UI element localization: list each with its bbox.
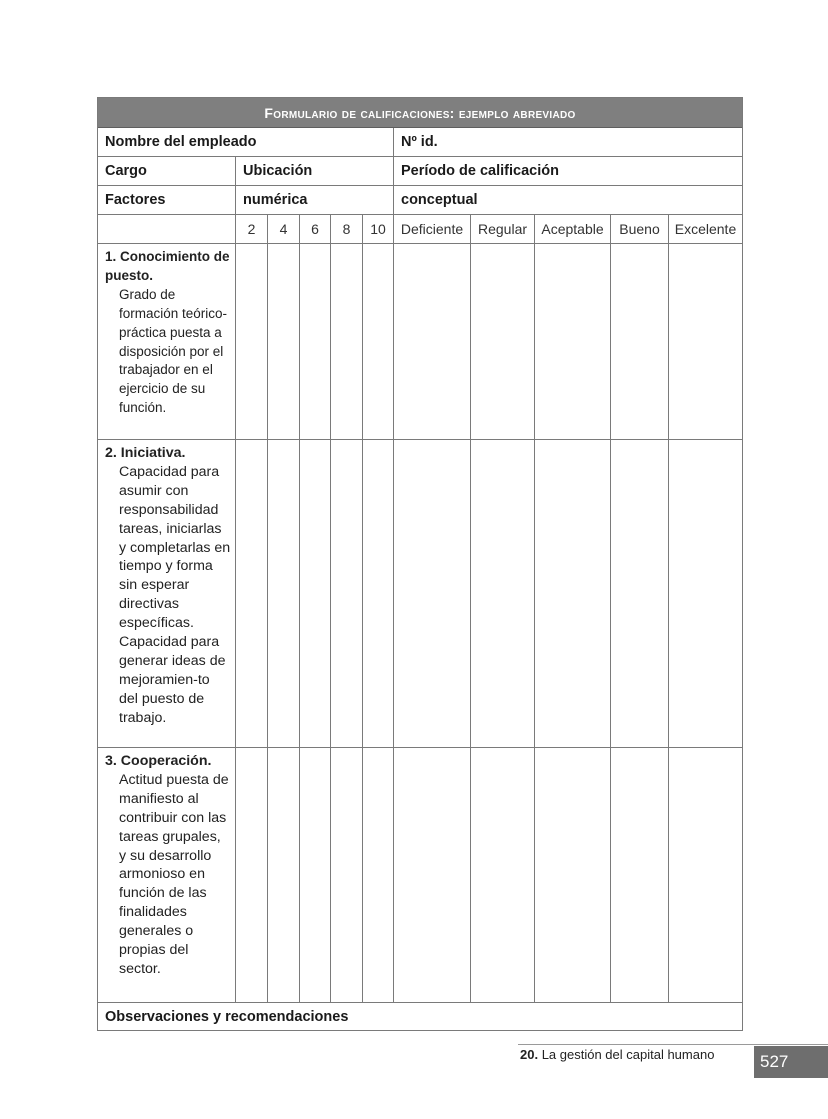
location-label: Ubicación <box>243 163 313 179</box>
factor-number: 3. <box>105 753 117 769</box>
scale-header-excelente: Excelente <box>674 221 737 237</box>
col-divider <box>299 214 300 1002</box>
factor-name: Cooperación. <box>120 753 212 769</box>
factor-number: 2. <box>105 445 117 461</box>
scale-header-10: 10 <box>370 221 386 237</box>
chapter-number: 20. <box>520 1047 539 1062</box>
factor-row-1 <box>98 244 235 439</box>
factor-description: Capacidad para asumir con responsabilidad tareas, iniciarlas y completarlas en tiempo y forma sin esperar directivas específicas. Capacidad para generar ideas de mejoramien-to del puesto de trabajo. <box>119 463 231 726</box>
col-divider <box>235 214 236 1002</box>
chapter-footer <box>520 1047 714 1062</box>
factor-number: 1. <box>105 249 117 264</box>
conceptual-label: conceptual <box>401 192 478 208</box>
factor-row-2 <box>98 440 235 747</box>
scale-header-2: 2 <box>247 221 256 237</box>
footer-divider <box>518 1044 828 1045</box>
factors-label: Factores <box>105 192 166 208</box>
rating-form <box>97 97 743 1031</box>
col-divider <box>470 214 471 1002</box>
scale-header-deficiente: Deficiente <box>400 221 464 237</box>
factor-description: Grado de formación teórico-práctica puesta a disposición por el trabajador en el ejercicio de su función. <box>119 286 228 416</box>
scale-header-regular: Regular <box>477 221 528 237</box>
employee-name-label: Nombre del empleado <box>105 134 257 150</box>
scale-header-aceptable: Aceptable <box>541 221 604 237</box>
factor-description: Actitud puesta de manifiesto al contribuir con las tareas grupales, y su desarrollo armonioso en función de las finalidades generales o propias del sector. <box>119 771 229 977</box>
col-divider <box>668 214 669 1002</box>
factor-row-3 <box>98 748 235 1002</box>
scale-header-6: 6 <box>311 221 319 237</box>
col-divider <box>534 214 535 1002</box>
period-label: Período de calificación <box>401 163 559 179</box>
scale-header-bueno: Bueno <box>619 221 660 237</box>
scale-header-8: 8 <box>342 221 351 237</box>
chapter-title: La gestión del capital humano <box>541 1047 715 1062</box>
factor-name: Iniciativa. <box>120 445 186 461</box>
factor-name: Conocimiento de puesto. <box>105 249 230 283</box>
numeric-label: numérica <box>243 192 308 208</box>
page-number: 527 <box>754 1046 828 1078</box>
scale-header-4: 4 <box>279 221 288 237</box>
col-divider <box>393 214 394 1002</box>
observations-label: Observaciones y recomendaciones <box>105 1008 349 1025</box>
col-divider <box>267 214 268 1002</box>
col-divider <box>362 214 363 1002</box>
col-divider <box>610 214 611 1002</box>
id-label: Nº id. <box>401 134 438 150</box>
position-label: Cargo <box>105 163 147 179</box>
form-title: Formulario de calificaciones: ejemplo abreviado <box>98 98 742 128</box>
col-divider <box>330 214 331 1002</box>
